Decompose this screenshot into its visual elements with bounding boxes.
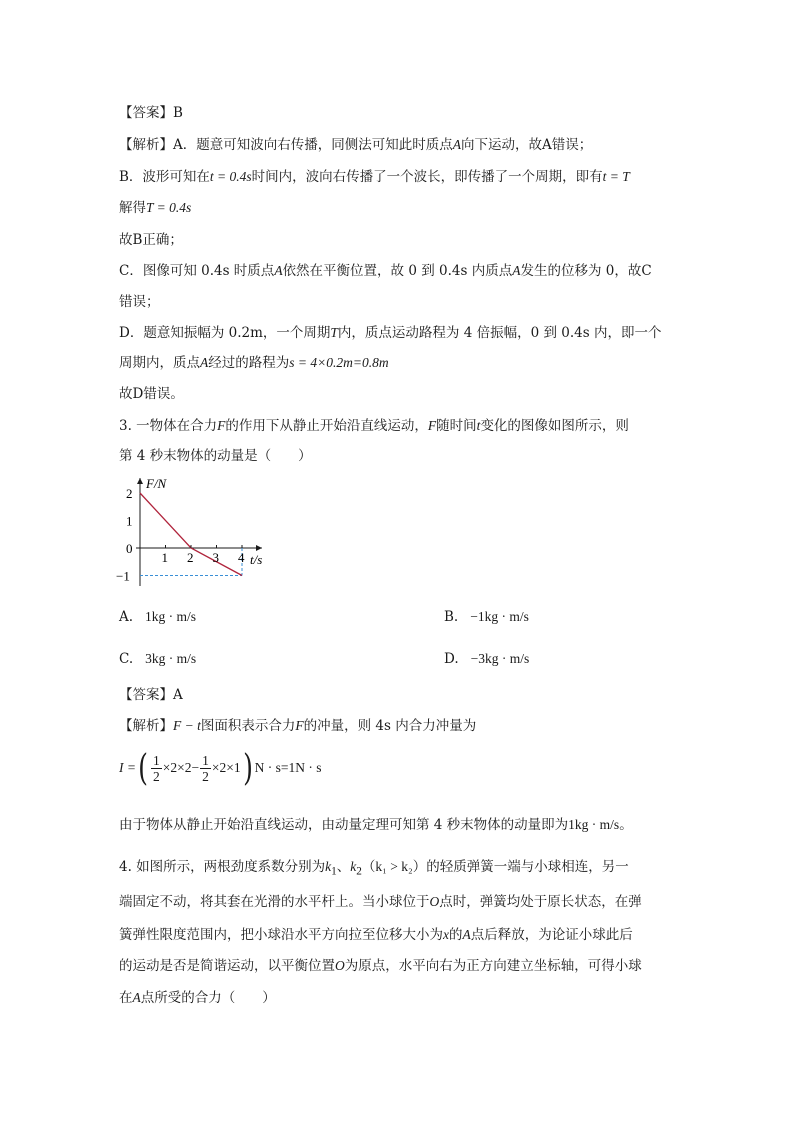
option-b[interactable] [444, 607, 529, 627]
option-label: A. [119, 609, 134, 625]
var-t: t [476, 418, 481, 433]
fraction [200, 753, 211, 784]
subscript: 2 [356, 865, 362, 878]
answer-value: A [173, 687, 183, 703]
text: 变化的图像如图所示，则 [480, 418, 629, 434]
option-value: −3kg · m/s [470, 651, 530, 666]
q2-analysis-d3 [119, 384, 184, 404]
left-paren: ( [138, 747, 148, 789]
analysis-tag: 【解析】 [119, 137, 173, 153]
fraction [151, 753, 162, 784]
subscript: 1 [331, 865, 337, 878]
text: 端固定不动，将其套在光滑的水平杆上。当小球位于 [119, 894, 430, 910]
text: 点所受的合力（ ） [140, 990, 276, 1006]
text: D．题意知振幅为 0.2m，一个周期 [119, 325, 331, 341]
var-x: x [443, 927, 449, 942]
equation: T = 0.4s [146, 200, 192, 215]
text: 的轻质弹簧一端与小球相连，另一 [426, 859, 629, 875]
x-tick-label: 2 [187, 550, 194, 565]
text: 3. 一物体在合力 [119, 418, 218, 434]
text: 由于物体从静止开始沿直线运动，由动量定理可知第 4 秒末物体的动量即为 [119, 817, 569, 833]
text: 故D错误。 [119, 386, 184, 402]
text: 的运动是否是简谐运动，以平衡位置 [119, 958, 335, 974]
var-t: T [330, 325, 338, 340]
var-a: A [512, 263, 521, 278]
q4-line4 [119, 956, 642, 976]
var-o: O [429, 894, 440, 909]
option-d[interactable] [444, 649, 529, 669]
var-a: A [452, 137, 461, 152]
q4-line3 [119, 925, 633, 945]
var-a: A [274, 263, 283, 278]
option-label: B. [444, 609, 459, 625]
option-value: 1kg · m/s [145, 609, 197, 624]
text: 解得 [119, 200, 146, 216]
option-label: D. [444, 651, 459, 667]
q2-analysis-b1 [119, 167, 630, 187]
answer-tag: 【答案】 [119, 687, 173, 703]
q3-stem-line1 [119, 416, 629, 436]
var-f: F [427, 418, 437, 433]
option-value: −1kg · m/s [470, 609, 529, 624]
text: 随时间 [436, 418, 477, 434]
equation: F − t [173, 718, 201, 733]
option-value: 3kg · m/s [145, 651, 197, 666]
var-a: A [200, 355, 209, 370]
text: 为原点，水平向右为正方向建立坐标轴，可得小球 [344, 958, 642, 974]
text: 图面积表示合力 [200, 718, 296, 734]
var-k2: k [350, 859, 357, 874]
x-tick-label: 3 [212, 550, 219, 565]
text: 内，质点运动路程为 4 倍振幅，0 到 0.4s 内，即一个 [337, 325, 662, 341]
answer-value: B [173, 105, 183, 121]
q3-stem-line2 [119, 446, 312, 466]
text: 。 [619, 817, 633, 833]
force-time-chart [112, 470, 272, 590]
equation: t = T [602, 169, 630, 184]
text: 依然在平衡位置，故 0 到 0.4s 内质点 [282, 263, 513, 279]
q2-analysis-b3 [119, 230, 183, 250]
right-paren: ) [242, 747, 253, 789]
text: 错误； [119, 294, 160, 310]
q2-analysis-a [119, 135, 592, 155]
y-tick-label: 0 [126, 541, 133, 556]
answer-tag: 【答案】 [119, 105, 173, 121]
var-f: F [217, 418, 226, 433]
y-tick-label: 1 [126, 513, 133, 529]
q3-analysis-line3 [119, 815, 633, 835]
momentum-value: 1kg · m/s [568, 817, 620, 832]
impulse-lhs: I = [119, 760, 136, 775]
var-a: A [462, 927, 471, 942]
x-tick-label: 4 [238, 550, 245, 565]
text: 、 [336, 859, 351, 875]
text: 时间内，波向右传播了一个波长，即传播了一个周期，即有 [251, 169, 603, 185]
q2-analysis-d1 [119, 323, 661, 343]
text: B．波形可知在 [119, 169, 210, 185]
var-a: A [132, 990, 141, 1005]
text: 的 [449, 927, 463, 943]
analysis-tag: 【解析】 [119, 718, 173, 734]
q2-answer-line [119, 103, 183, 123]
q3-analysis-line1 [119, 716, 476, 736]
option-a[interactable] [119, 607, 196, 627]
text: 发生的位移为 0，故C [520, 263, 652, 279]
var-k1: k [325, 859, 332, 874]
text: 的冲量，则 4s 内合力冲量为 [303, 718, 477, 734]
impulse-equation [119, 746, 322, 791]
q2-analysis-c1 [119, 261, 652, 281]
text: 点后释放，为论证小球此后 [470, 927, 633, 943]
y-tick-label: 2 [126, 486, 133, 501]
text: 点时，弹簧均处于原长状态，在弹 [439, 894, 642, 910]
condition: （k₁ > k₂） [361, 859, 427, 874]
term: ×2×1 [211, 760, 241, 775]
text: 故B正确； [119, 232, 183, 248]
var-f: F [295, 718, 304, 733]
text: C．图像可知 0.4s 时质点 [119, 263, 275, 279]
q3-answer-line [119, 685, 183, 705]
equation: t = 0.4s [209, 169, 252, 184]
text: 簧弹性限度范围内，把小球沿水平方向拉至位移大小为 [119, 927, 443, 943]
q4-line1 [119, 857, 629, 882]
equation: s = 4×0.2m=0.8m [289, 355, 389, 370]
numerator: 1 [153, 753, 160, 769]
denominator: 2 [202, 769, 209, 785]
option-label: C. [119, 651, 134, 667]
text: 4. 如图所示，两根劲度系数分别为 [119, 859, 326, 875]
impulse-rhs: N · s=1N · s [254, 760, 322, 775]
text: 向下运动，故A错误； [461, 137, 593, 153]
x-tick-label: 1 [161, 550, 168, 565]
q4-line5 [119, 988, 276, 1008]
text: 在 [119, 990, 133, 1006]
text: 经过的路程为 [208, 355, 290, 371]
x-axis-label: t/s [250, 552, 263, 567]
term: ×2×2− [162, 760, 200, 775]
text: 第 4 秒末物体的动量是（ ） [119, 448, 312, 464]
var-o: O [335, 958, 345, 973]
numerator: 1 [202, 753, 209, 769]
q4-line2 [119, 892, 642, 912]
q2-analysis-b2 [119, 198, 191, 218]
q2-analysis-c2 [119, 292, 160, 312]
text: 周期内，质点 [119, 355, 200, 371]
option-c[interactable] [119, 649, 196, 669]
y-tick-label: −1 [116, 568, 130, 584]
denominator: 2 [153, 769, 160, 785]
text: 的作用下从静止开始沿直线运动， [225, 418, 428, 434]
text: A．题意可知波向右传播，同侧法可知此时质点 [173, 137, 453, 153]
q2-analysis-d2 [119, 353, 389, 373]
y-axis-label: F/N [146, 476, 167, 491]
